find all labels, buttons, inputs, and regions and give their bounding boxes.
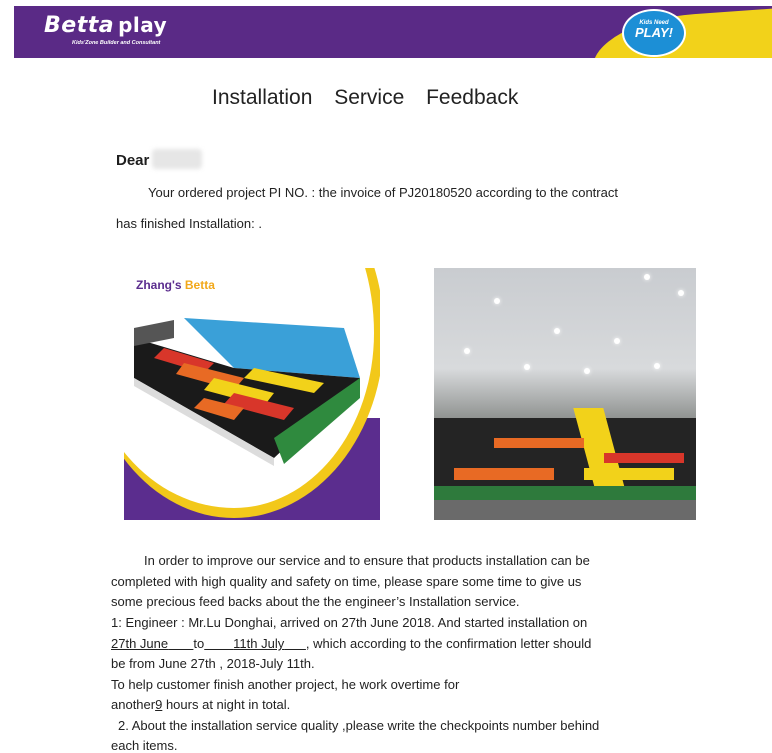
logo-tagline: Kids'Zone Builder and Consultant <box>72 40 161 46</box>
ceiling-light <box>644 274 650 280</box>
ceiling-light <box>584 368 590 374</box>
trampoline-park-drawing <box>124 268 380 520</box>
to-word: to <box>193 636 205 651</box>
ceiling-light <box>464 348 470 354</box>
paragraph-1-line-3: some precious feed backs about the the engineer’s Installation service. <box>111 594 520 609</box>
orange-pad <box>494 438 584 448</box>
yellow-pad <box>584 468 674 480</box>
image-brand-b: Betta <box>184 278 215 292</box>
item-1-line-4: To help customer finish another project, he work overtime for <box>111 677 460 692</box>
ceiling-light <box>554 328 560 334</box>
end-date: 11th July <box>233 636 285 651</box>
paragraph-1-line-1: In order to improve our service and to ensure that products installation can be <box>144 553 590 568</box>
green-rail <box>434 486 696 500</box>
item-1-line-5 <box>111 697 290 712</box>
start-date-blank <box>168 636 193 651</box>
end-date-blank-2 <box>284 636 306 651</box>
ceiling-light <box>524 364 530 370</box>
orange-pad <box>454 468 554 480</box>
brand-logo <box>44 13 167 38</box>
logo-word: Betta <box>44 13 115 38</box>
badge-big-text: PLAY! <box>634 25 674 40</box>
redacted-name <box>152 149 202 169</box>
item-2-line-2: each items. <box>111 738 178 753</box>
paragraph-1-line-2: completed with high quality and safety on time, please spare some time to give us <box>111 574 582 589</box>
ceiling-light <box>614 338 620 344</box>
header-banner <box>14 6 772 58</box>
image-brand-a: Zhang's <box>136 278 182 292</box>
intro-line-1: Your ordered project PI NO. : the invoice of PJ20180520 according to the contract <box>148 185 618 200</box>
red-pad <box>604 453 684 463</box>
item-1-line-2 <box>111 636 591 651</box>
trampoline-render-image <box>124 268 380 520</box>
kids-need-play-badge <box>622 9 686 57</box>
end-date-blank <box>204 636 233 651</box>
floor-base <box>434 500 696 520</box>
another-word: another <box>111 697 156 712</box>
greeting: Dear <box>116 152 150 169</box>
overtime-hours: 9 <box>155 697 163 712</box>
logo-play: play <box>118 13 168 37</box>
item-1-line-3: be from June 27th , 2018-July 11th. <box>111 656 315 671</box>
page-title: Installation Service Feedback <box>212 86 519 109</box>
item-1-line-1: 1: Engineer : Mr.Lu Donghai, arrived on 27th June 2018. And started installation on <box>111 615 588 630</box>
ceiling-light <box>678 290 684 296</box>
badge-small-text: Kids Need <box>639 20 669 26</box>
ceiling-light <box>654 363 660 369</box>
installation-photo <box>434 268 696 520</box>
intro-line-2: has finished Installation: . <box>116 216 262 231</box>
item-1-line-2-rest: , which according to the confirmation letter should <box>305 636 592 651</box>
item-2-line-1: 2. About the installation service quality ,please write the checkpoints number behind <box>118 718 600 733</box>
hours-text: hours at night in total. <box>165 697 291 712</box>
start-date: 27th June <box>111 636 169 651</box>
ceiling-light <box>494 298 500 304</box>
